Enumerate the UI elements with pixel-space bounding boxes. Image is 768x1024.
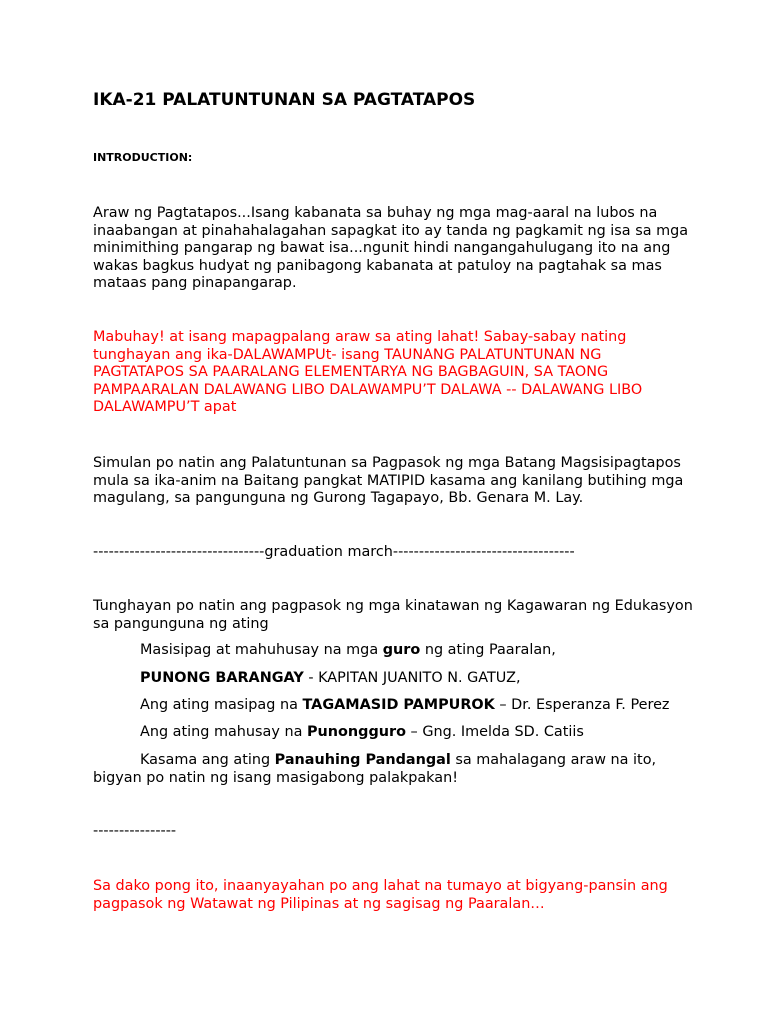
page-title: IKA-21 PALATUNTUNAN SA PAGTATAPOS xyxy=(93,90,476,110)
guest-line-barangay xyxy=(140,670,521,688)
guest-line-text: Ang ating mahusay na xyxy=(140,724,307,740)
separator-line: ---------------- xyxy=(93,823,177,839)
guest-line-text: Masisipag at mahuhusay na mga xyxy=(140,642,383,658)
guest-line-text: ng ating Paaralan, xyxy=(420,642,556,658)
guest-line-principal xyxy=(140,724,584,742)
guest-line-text: – Gng. Imelda SD. Catiis xyxy=(405,724,584,740)
guest-line-bold: PUNONG BARANGAY xyxy=(140,670,304,686)
guest-line-teachers xyxy=(140,642,556,660)
guest-line-text: - KAPITAN JUANITO N. GATUZ, xyxy=(303,670,521,686)
guest-line-bold: Punongguro xyxy=(306,724,406,740)
guest-line-text: – Dr. Esperanza F. Perez xyxy=(494,697,670,713)
guest-line-bold: guro xyxy=(382,642,421,658)
flag-paragraph: Sa dako pong ito, inaanyayahan po ang lahat na tumayo at bigyang-pansin ang pagpasok ng Watawat ng Pilipinas at ng sagisag ng Paaralan… xyxy=(93,878,668,912)
entrance-paragraph: Simulan po natin ang Palatuntunan sa Pagpasok ng mga Batang Magsisipagtapos mula sa ika-anim na Baitang pangkat MATIPID kasama ang kanilang butihing mga magulang, sa pangunguna ng Gurong Tagapayo, Bb. Genara M. Lay. xyxy=(93,455,684,506)
guest-line-honored-guest xyxy=(93,752,693,787)
guest-line-bold: Panauhing Pandangal xyxy=(274,752,451,768)
guest-line-text: sa mahalagang araw na ito, bigyan po natin ng isang masigabong palakpakan! xyxy=(93,752,657,786)
welcome-paragraph: Mabuhay! at isang mapagpalang araw sa ating lahat! Sabay-sabay nating tunghayan ang ika-DALAWAMPUt- isang TAUNANG PALATUNTUNAN NG PAGTATAPOS SA PAARALANG ELEMENTARYA NG BAGBAGUIN, SA TAONG PAMPAARALAN DALAWANG LIBO DALAWAMPU’T DALAWA -- DALAWANG LIBO DALAWAMPU’T apat xyxy=(93,329,643,415)
intro-heading: INTRODUCTION: xyxy=(93,151,193,164)
guest-line-text: Ang ating masipag na xyxy=(140,697,303,713)
graduation-march-line: ---------------------------------graduation march----------------------------------- xyxy=(93,544,575,560)
deped-paragraph: Tunghayan po natin ang pagpasok ng mga kinatawan ng Kagawaran ng Edukasyon sa pangunguna ng ating xyxy=(93,598,693,632)
intro-paragraph: Araw ng Pagtatapos...Isang kabanata sa buhay ng mga mag-aaral na lubos na inaabangan at pinahahalagahan sapagkat ito ay tanda ng pagkamit ng isa sa mga minimithing pangarap ng bawat isa...ngunit hindi nangangahulugang ito na ang wakas bagkus hudyat ng panibagong kabanata at patuloy na pagtahak sa mas mataas pang pinapangarap. xyxy=(93,205,689,291)
guest-line-supervisor xyxy=(140,697,669,715)
guest-line-text: Kasama ang ating xyxy=(140,752,275,768)
guest-line-bold: TAGAMASID PAMPUROK xyxy=(302,697,495,713)
